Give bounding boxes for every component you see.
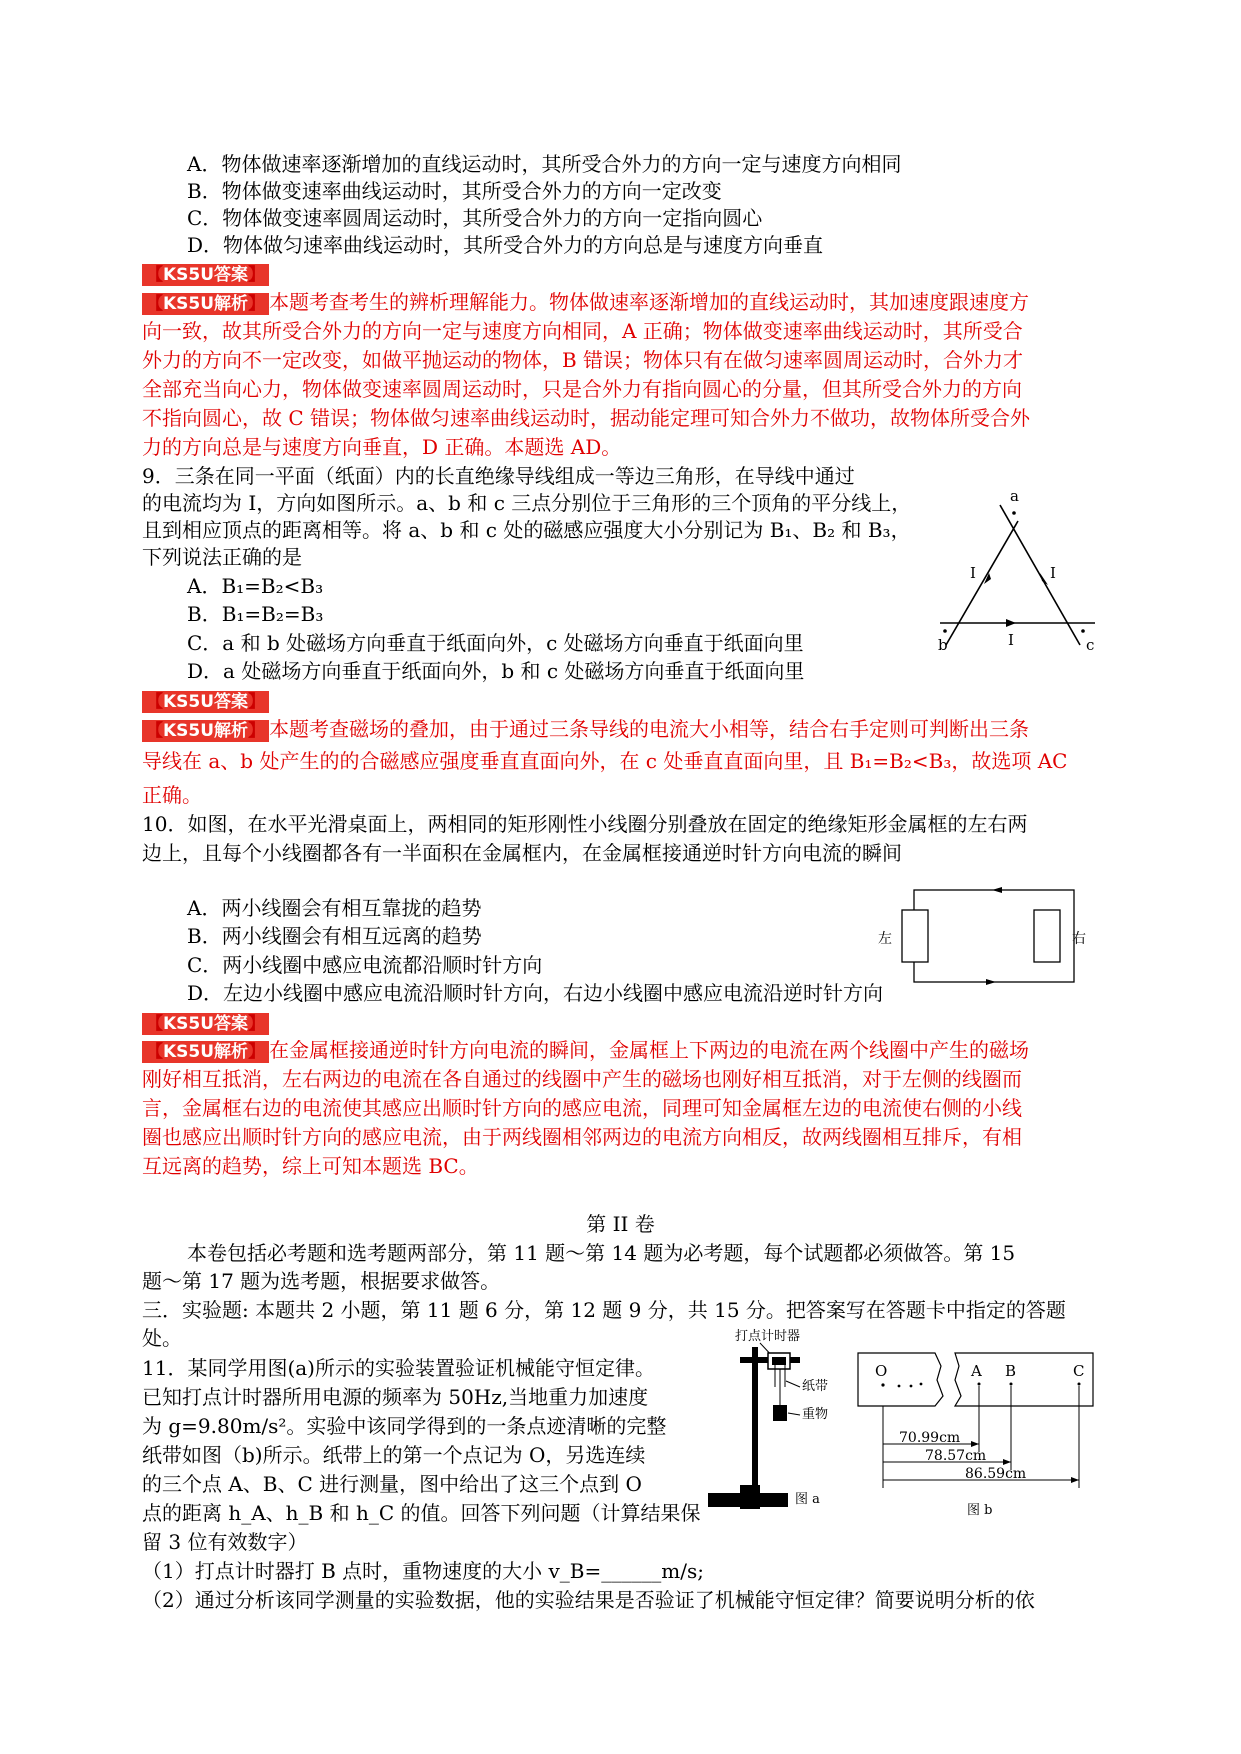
q9-option-a: A．B₁=B₂<B₃ (187, 574, 324, 598)
q10-analysis-line-5: 互远离的趋势，综上可知本题选 BC。 (142, 1154, 479, 1178)
q10-analysis-line-1: 【 KS5U解析 】 在金属框接通逆时针方向电流的瞬间，金属框上下两边的电流在两个线圈中产生的磁场 (142, 1037, 1029, 1064)
q10-option-b: B．两小线圈会有相互远离的趋势 (187, 924, 482, 948)
q11-fig-hb: 78.57cm (925, 1448, 987, 1464)
q8-analysis-line-6: 力的方向总是与速度方向垂直，D 正确。本题选 AD。 (142, 435, 622, 459)
q11-fig-ha: 70.99cm (899, 1430, 961, 1446)
q10-stem-line-1: 10．如图，在水平光滑桌面上，两相同的矩形刚性小线圈分别叠放在固定的绝缘矩形金属框的左右两 (142, 812, 1028, 836)
q8-option-b: B．物体做变速率曲线运动时，其所受合外力的方向一定改变 (187, 179, 722, 203)
q9-stem-line-1: 9．三条在同一平面（纸面）内的长直绝缘导线组成一等边三角形，在导线中通过 (142, 464, 855, 488)
part2-title: 第 II 卷 (586, 1212, 655, 1236)
q11-fig-point-o: O (875, 1362, 888, 1380)
q10-fig-label-left: 左 (878, 931, 892, 947)
q10-analysis-line-3: 言，金属框右边的电流使其感应出顺时针方向的感应电流，同理可知金属框左边的电流使右侧的小线 (142, 1096, 1022, 1120)
section3-line-2: 处。 (142, 1326, 182, 1350)
q11-stem-line-3: 为 g=9.80m/s²。实验中该同学得到的一条点迹清晰的完整 (142, 1414, 667, 1438)
q11-figure-b (855, 1348, 1115, 1533)
q9-analysis-line-2: 导线在 a、b 处产生的的合磁感应强度垂直直面向外，在 c 处垂直直面向里，且 B₁=B₂<B₃，故选项 AC (142, 749, 1068, 773)
q10-fig-label-right: 右 (1072, 931, 1086, 947)
q9-option-c: C．a 和 b 处磁场方向垂直于纸面向外，c 处磁场方向垂直于纸面向里 (187, 631, 804, 655)
q8-option-c: C．物体做变速率圆周运动时，其所受合外力的方向一定指向圆心 (187, 206, 763, 230)
q10-option-c: C．两小线圈中感应电流都沿顺时针方向 (187, 953, 543, 977)
q8-analysis-line-2: 向一致，故其所受合外力的方向一定与速度方向相同，A 正确；物体做变速率曲线运动时，其所受合 (142, 319, 1023, 343)
q11-stem-line-2: 已知打点计时器所用电源的频率为 50Hz,当地重力加速度 (142, 1385, 649, 1409)
q10-frame-figure (868, 882, 1108, 992)
q9-analysis-line-1: 【 KS5U解析 】 本题考查磁场的叠加，由于通过三条导线的电流大小相等，结合右手定则可判断出三条 (142, 716, 1029, 743)
q10-analysis-line-2: 刚好相互抵消，左右两边的电流在各自通过的线圈中产生的磁场也刚好相互抵消，对于左侧的线圈而 (142, 1067, 1022, 1091)
q8-option-d: D．物体做匀速率曲线运动时，其所受合外力的方向总是与速度方向垂直 (187, 233, 824, 257)
q11-fig-weight-label: 重物 (802, 1407, 829, 1422)
q11-stem-line-5: 的三个点 A、B、C 进行测量，图中给出了这三个点到 O (142, 1472, 642, 1496)
q9-option-b: B．B₁=B₂=B₃ (187, 602, 324, 626)
q9-stem-line-2: 的电流均为 I，方向如图所示。a、b 和 c 三点分别位于三角形的三个顶角的平分线上， (142, 491, 912, 515)
q11-stem-line-4: 纸带如图（b)所示。纸带上的第一个点记为 O，另选连续 (142, 1443, 646, 1467)
q10-stem-line-2: 边上，且每个小线圈都各有一半面积在金属框内，在金属框接通逆时针方向电流的瞬间 (142, 841, 902, 865)
q9-analysis-tag: 【 KS5U解析 】 (142, 720, 269, 742)
q8-analysis-line-3: 外力的方向不一定改变，如做平抛运动的物体，B 错误；物体只有在做匀速率圆周运动时，合外力才 (142, 348, 1024, 372)
q11-fig-point-b: B (1005, 1362, 1017, 1380)
q10-analysis-line-4: 圈也感应出顺时针方向的感应电流，由于两线圈相邻两边的电流方向相反，故两线圈相互排斥，有相 (142, 1125, 1022, 1149)
q9-fig-current-left: I (970, 564, 976, 582)
q11-fig-point-c: C (1073, 1362, 1085, 1380)
q11-fig-caption-a: 图 a (795, 1492, 820, 1507)
q8-analysis-line-1: 【 KS5U解析 】 本题考查考生的辨析理解能力。物体做速率逐渐增加的直线运动时，其加速度跟速度方 (142, 289, 1029, 316)
q8-analysis-line-5: 不指向圆心，故 C 错误；物体做匀速率曲线运动时，据动能定理可知合外力不做功，故物体所受合外 (142, 406, 1031, 430)
q8-answer-tag: 【 KS5U答案 】 (142, 260, 269, 287)
q9-answer-tag: 【 KS5U答案 】 (142, 687, 269, 714)
q10-option-a: A．两小线圈会有相互靠拢的趋势 (187, 896, 482, 920)
q10-answer-tag: 【 KS5U答案 】 (142, 1009, 269, 1036)
q11-fig-hc: 86.59cm (965, 1466, 1027, 1482)
q9-triangle-figure (930, 485, 1110, 660)
q11-question-1: （1）打点计时器打 B 点时，重物速度的大小 v_B=______m/s; (142, 1559, 704, 1583)
q8-analysis-line-4: 全部充当向心力，物体做变速率圆周运动时，只是合外力有指向圆心的分量，但其所受合外力的方向 (142, 377, 1022, 401)
q11-fig-tape-label: 纸带 (802, 1379, 829, 1394)
q8-analysis-tag: 【 KS5U解析 】 (142, 293, 269, 315)
q11-figure-a (700, 1325, 850, 1525)
q9-stem-line-4: 下列说法正确的是 (142, 545, 302, 569)
q10-analysis-tag: 【 KS5U解析 】 (142, 1041, 269, 1063)
q9-fig-label-a: a (1010, 487, 1019, 505)
q9-fig-label-b: b (938, 636, 948, 654)
q11-stem-line-7: 留 3 位有效数字） (142, 1530, 308, 1554)
q11-fig-caption-b: 图 b (967, 1503, 993, 1518)
q11-question-2: （2）通过分析该同学测量的实验数据，他的实验结果是否验证了机械能守恒定律？简要说明分析的依 (142, 1588, 1035, 1612)
q9-stem-line-3: 且到相应顶点的距离相等。将 a、b 和 c 处的磁感应强度大小分别记为 B₁、B₂ 和 B₃， (142, 518, 911, 542)
q11-stem-line-6: 点的距离 h_A、h_B 和 h_C 的值。回答下列问题（计算结果保 (142, 1501, 701, 1525)
q9-fig-current-bottom: I (1008, 631, 1014, 649)
section3-line-1: 三．实验题: 本题共 2 小题，第 11 题 6 分，第 12 题 9 分，共 15 分。把答案写在答题卡中指定的答题 (142, 1298, 1066, 1322)
q11-fig-timer-label: 打点计时器 (735, 1329, 801, 1344)
q11-stem-line-1: 11．某同学用图(a)所示的实验装置验证机械能守恒定律。 (142, 1356, 655, 1380)
q9-option-d: D．a 处磁场方向垂直于纸面向外，b 和 c 处磁场方向垂直于纸面向里 (187, 659, 805, 683)
q9-fig-current-right: I (1050, 564, 1056, 582)
q8-option-a: A．物体做速率逐渐增加的直线运动时，其所受合外力的方向一定与速度方向相同 (187, 152, 902, 176)
q9-fig-label-c: c (1086, 636, 1095, 654)
part2-intro-line-2: 题～第 17 题为选考题，根据要求做答。 (142, 1269, 501, 1293)
q11-fig-point-a: A (971, 1362, 982, 1380)
q9-analysis-line-3: 正确。 (142, 783, 202, 807)
q10-option-d: D．左边小线圈中感应电流沿顺时针方向，右边小线圈中感应电流沿逆时针方向 (187, 981, 884, 1005)
part2-intro-line-1: 本卷包括必考题和选考题两部分，第 11 题～第 14 题为必考题，每个试题都必须做答。第 15 (187, 1241, 1016, 1265)
